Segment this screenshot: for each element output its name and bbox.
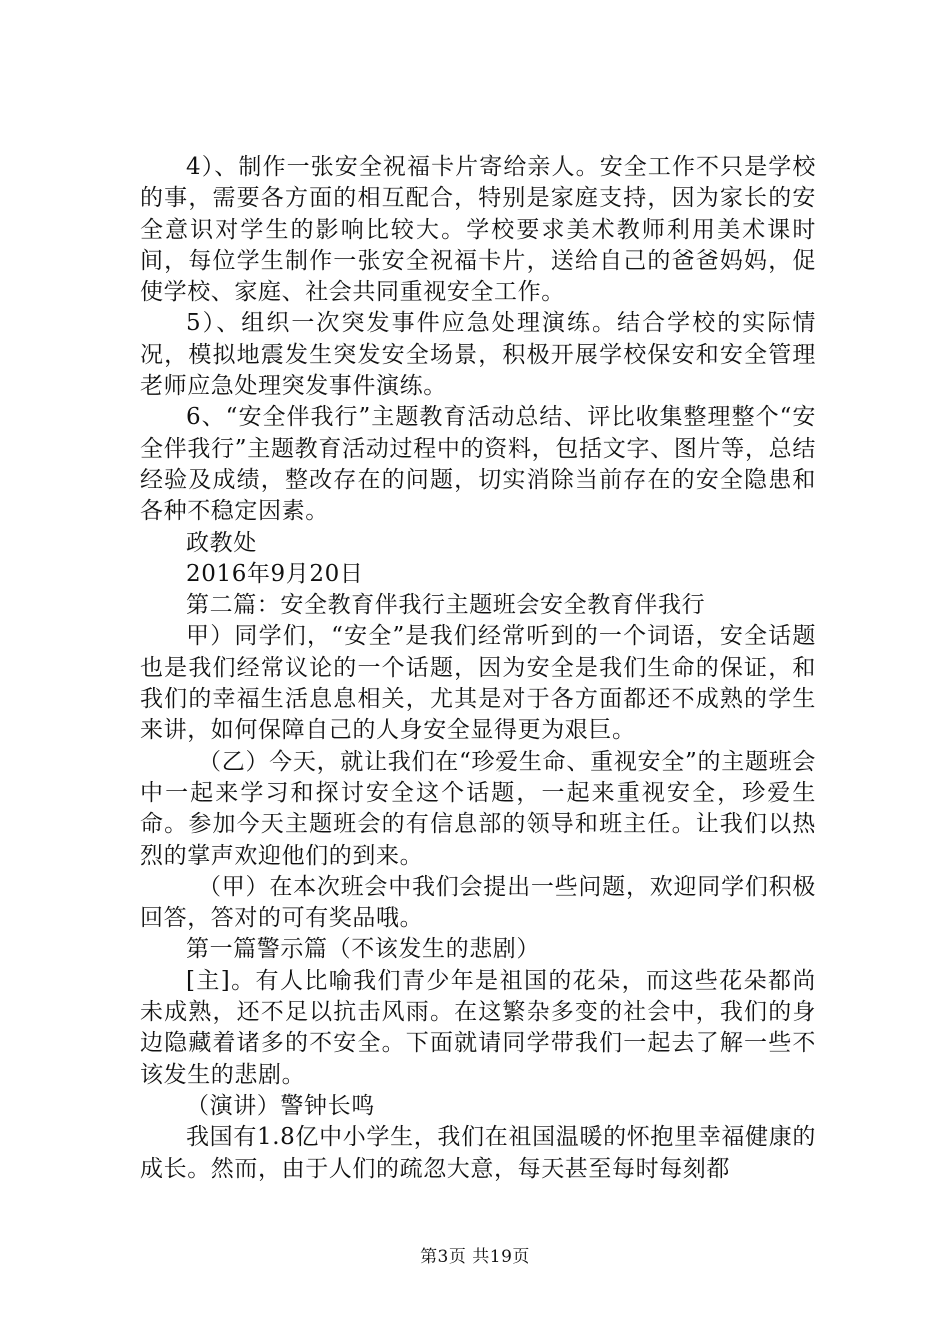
paragraph-host-main: [主]。有人比喻我们青少年是祖国的花朵，而这些花朵都尚未成熟，还不足以抗击风雨。在这繁杂多变的社会中，我们的身边隐藏着诸多的不安全。下面就请同学带我们一起去了解一些不该发生的悲剧。 [140,967,816,1088]
paragraph-host-a-questions: （甲）在本次班会中我们会提出一些问题，欢迎同学们积极回答，答对的可有奖品哦。 [140,873,816,932]
document-body [140,152,816,1185]
paragraph-safety-card: 4）、制作一张安全祝福卡片寄给亲人。安全工作不只是学校的事，需要各方面的相互配合，特别是家庭支持，因为家长的安全意识对学生的影响比较大。学校要求美术教师利用美术课时间，每位学生制作一张安全祝福卡片，送给自己的爸爸妈妈，促使学校、家庭、社会共同重视安全工作。 [140,154,816,306]
paragraph-activity-summary: 6、“安全伴我行”主题教育活动总结、评比收集整理整个“安全伴我行”主题教育活动过程中的资料，包括文字、图片等，总结经验及成绩，整改存在的问题，切实消除当前存在的安全隐患和各种不稳定因素。 [140,404,816,525]
paragraph-host-a-intro: 甲）同学们，“安全”是我们经常听到的一个词语，安全话题也是我们经常议论的一个话题，因为安全是我们生命的保证，和我们的幸福生活息息相关，尤其是对于各方面都还不成熟的学生来讲，如何保障自己的人身安全显得更为艰巨。 [140,623,816,744]
signature-date: 2016年9月20日 [186,560,364,587]
paragraph-emergency-drill: 5）、组织一次突发事件应急处理演练。结合学校的实际情况，模拟地震发生突发安全场景，积极开展学校保安和安全管理老师应急处理突发事件演练。 [140,310,816,400]
paragraph-host-b-intro: （乙）今天，就让我们在“珍爱生命、重视安全”的主题班会中一起来学习和探讨安全这个话题，一起来重视安全，珍爱生命。参加今天主题班会的有信息部的领导和班主任。让我们以热烈的掌声欢迎他们的到来。 [140,748,816,869]
section-heading-part-two: 第二篇：安全教育伴我行主题班会安全教育伴我行 [186,592,706,619]
paragraph-speech-body: 我国有1.8亿中小学生，我们在祖国温暖的怀抱里幸福健康的成长。然而，由于人们的疏忽大意，每天甚至每时每刻都 [140,1124,816,1182]
signature-department: 政教处 [186,529,257,556]
section-heading-speech: （演讲）警钟长鸣 [186,1092,375,1119]
page-footer: 第3页 共19页 [420,1247,530,1267]
section-heading-warning: 第一篇警示篇（不该发生的悲剧） [186,936,540,963]
